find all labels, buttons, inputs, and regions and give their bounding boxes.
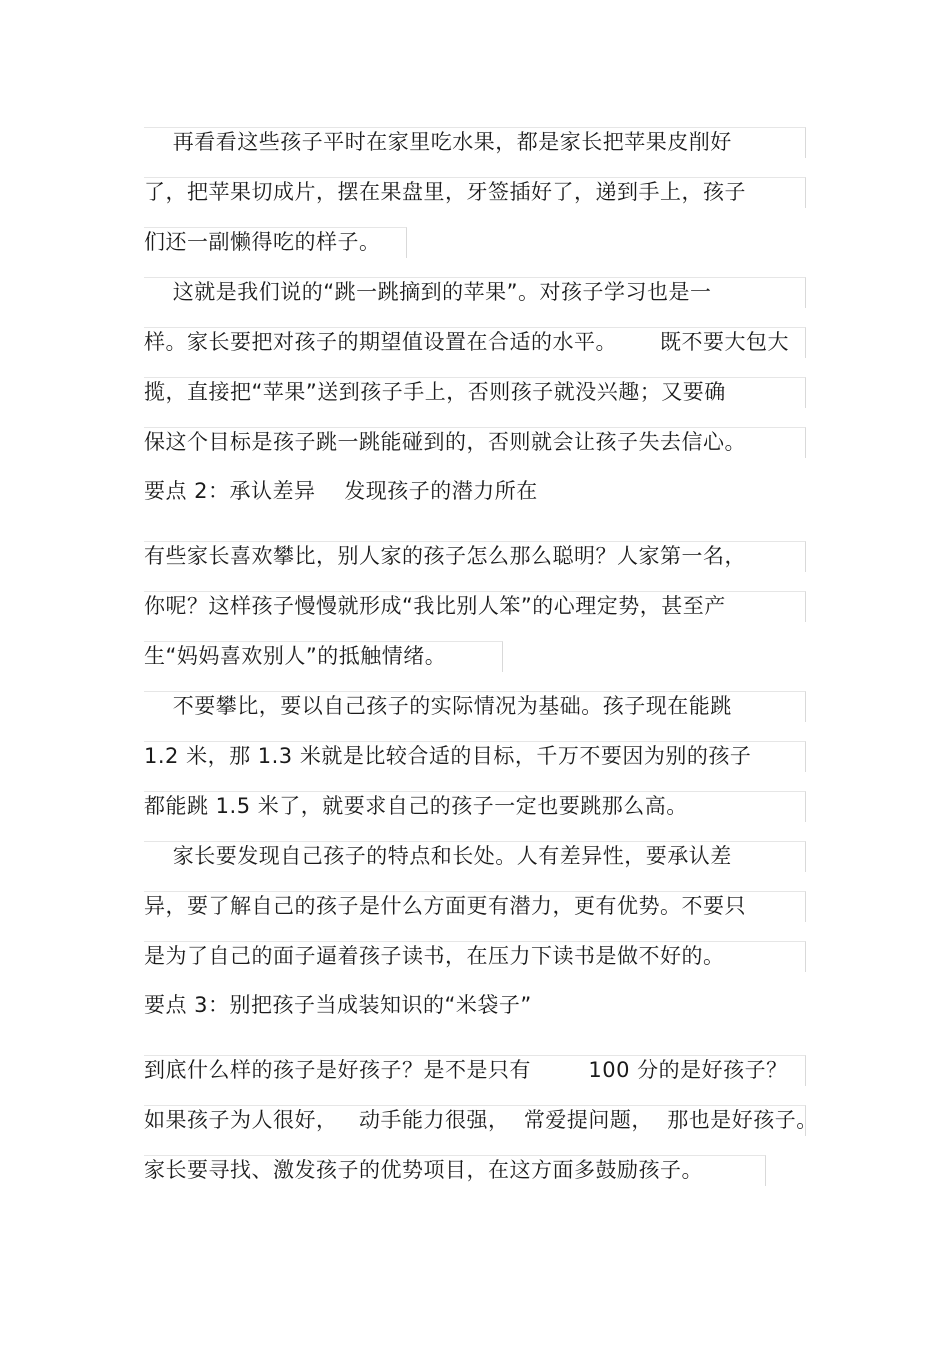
text-line: 了，把苹果切成片，摆在果盘里，牙签插好了，递到手上，孩子 xyxy=(144,180,746,204)
section-heading: 要点 3：别把孩子当成装知识的“米袋子” xyxy=(144,993,532,1017)
text-line: 1.2 米，那 1.3 米就是比较合适的目标，千万不要因为别的孩子 xyxy=(144,744,752,768)
text-line: 们还一副懒得吃的样子。 xyxy=(144,230,381,254)
text-line: 都能跳 1.5 米了，就要求自己的孩子一定也要跳那么高。 xyxy=(144,794,688,818)
text-line: 生“妈妈喜欢别人”的抵触情绪。 xyxy=(144,644,447,668)
text-line: 异，要了解自己的孩子是什么方面更有潜力，更有优势。不要只 xyxy=(144,894,746,918)
text-line: 家长要寻找、激发孩子的优势项目，在这方面多鼓励孩子。 xyxy=(144,1158,703,1182)
text-line: 这就是我们说的“跳一跳摘到的苹果”。对孩子学习也是一 xyxy=(144,280,712,304)
text-line: 如果孩子为人很好， 动手能力很强， 常爱提问题， 那也是好孩子。 xyxy=(144,1108,818,1132)
text-line: 到底什么样的孩子是好孩子？是不是只有 100 分的是好孩子？ xyxy=(144,1058,788,1082)
text-line: 家长要发现自己孩子的特点和长处。人有差异性，要承认差 xyxy=(144,844,732,868)
text-line: 你呢？这样孩子慢慢就形成“我比别人笨”的心理定势，甚至产 xyxy=(144,594,726,618)
text-line: 揽，直接把“苹果”送到孩子手上，否则孩子就没兴趣；又要确 xyxy=(144,380,726,404)
section-heading: 要点 2：承认差异 发现孩子的潜力所在 xyxy=(144,479,538,503)
text-line: 是为了自己的面子逼着孩子读书，在压力下读书是做不好的。 xyxy=(144,944,725,968)
text-line: 样。家长要把对孩子的期望值设置在合适的水平。 既不要大包大 xyxy=(144,330,790,354)
text-line: 有些家长喜欢攀比，别人家的孩子怎么那么聪明？人家第一名， xyxy=(144,544,746,568)
text-line: 不要攀比，要以自己孩子的实际情况为基础。孩子现在能跳 xyxy=(144,694,732,718)
text-line: 再看看这些孩子平时在家里吃水果，都是家长把苹果皮削好 xyxy=(144,130,732,154)
text-line: 保这个目标是孩子跳一跳能碰到的，否则就会让孩子失去信心。 xyxy=(144,430,746,454)
